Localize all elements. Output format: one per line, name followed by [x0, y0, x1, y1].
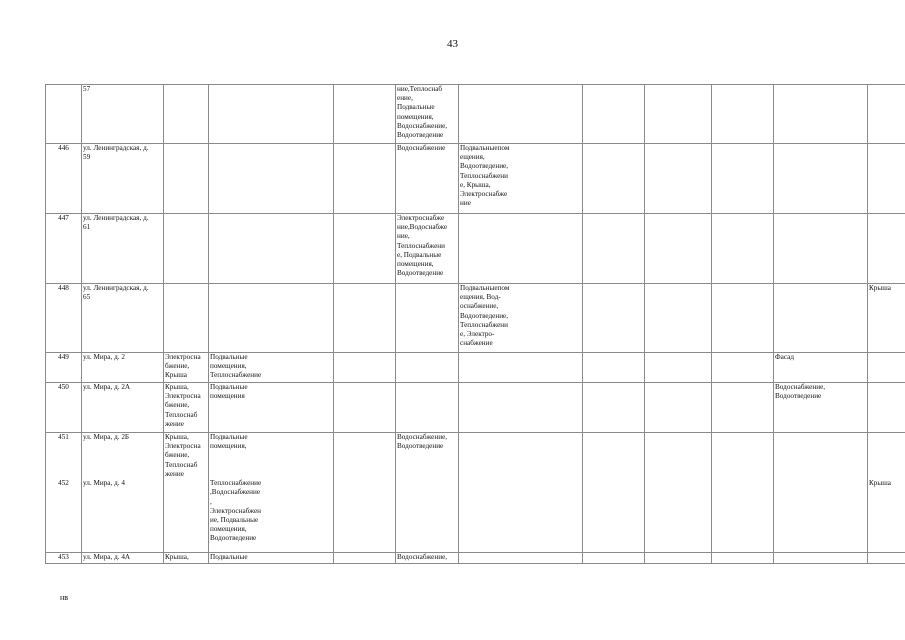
- row-number-cell: 453: [46, 553, 82, 564]
- col3-cell: [164, 284, 209, 353]
- col10-cell: [712, 553, 774, 564]
- table-row: [46, 383, 905, 433]
- col11-cell: [774, 284, 868, 353]
- col3-cell: [164, 144, 209, 214]
- col4-cell: Подвальные помещения, Теплоснабжение ,Водоснабжение , Электроснабжен ие, Подвальные помещения, Водоотведение: [209, 433, 334, 553]
- address-cell: ул. Ленинградская, д. 65: [82, 284, 164, 353]
- table-row: [46, 353, 905, 383]
- col6-cell: [396, 284, 459, 353]
- col9-cell: [645, 553, 712, 564]
- row-number-cell: 446: [46, 144, 82, 214]
- col6-cell: Водоснабжение: [396, 144, 459, 214]
- table-row: [46, 85, 905, 144]
- row-number-cell: 449: [46, 353, 82, 383]
- address-cell: ул. Мира, д. 4А: [82, 553, 164, 564]
- row-number-cell: 447: [46, 214, 82, 284]
- col3-cell: Крыша, Электросна бжение, Теплоснаб жение: [164, 433, 209, 553]
- col7-cell: [459, 353, 583, 383]
- col5-cell: [334, 383, 396, 433]
- table-row: [46, 214, 905, 284]
- col12-cell: [868, 383, 905, 433]
- col8-cell: [583, 553, 645, 564]
- address-cell: ул. Ленинградская, д. 61: [82, 214, 164, 284]
- col10-cell: [712, 85, 774, 144]
- col3-cell: Крыша, Электросна бжение, Теплоснаб жение: [164, 383, 209, 433]
- col11-cell: Фасад: [774, 353, 868, 383]
- col9-cell: [645, 353, 712, 383]
- col9-cell: [645, 284, 712, 353]
- col11-cell: [774, 214, 868, 284]
- address-cell: ул. Мира, д. 2Б ул. Мира, д. 4: [82, 433, 164, 553]
- col9-cell: [645, 433, 712, 553]
- col4-cell: [209, 85, 334, 144]
- col8-cell: [583, 433, 645, 553]
- col8-cell: [583, 383, 645, 433]
- col8-cell: [583, 353, 645, 383]
- col4-cell: [209, 214, 334, 284]
- address-cell: ул. Ленинградская, д. 59: [82, 144, 164, 214]
- col12-cell: Крыша: [868, 284, 905, 353]
- col6-cell: [396, 383, 459, 433]
- col10-cell: [712, 284, 774, 353]
- col4-cell: Подвальные помещения, Теплоснабжение: [209, 353, 334, 383]
- col5-cell: [334, 353, 396, 383]
- col7-cell: Подвальныепом ещения, Вод- оснабжение, Водоотведение, Теплоснабжени е, Электро- снабжение: [459, 284, 583, 353]
- col11-cell: [774, 85, 868, 144]
- col3-cell: [164, 214, 209, 284]
- col3-cell: Крыша,: [164, 553, 209, 564]
- row-number-cell: 451 452: [46, 433, 82, 553]
- col11-cell: [774, 553, 868, 564]
- footer-note: нв: [60, 593, 69, 602]
- col4-cell: [209, 144, 334, 214]
- col9-cell: [645, 383, 712, 433]
- col6-cell: Водоснабжение, Водоотведение: [396, 433, 459, 553]
- col8-cell: [583, 284, 645, 353]
- table-row: [46, 433, 905, 553]
- col5-cell: [334, 144, 396, 214]
- col4-cell: Подвальные помещения: [209, 383, 334, 433]
- col5-cell: [334, 85, 396, 144]
- col10-cell: [712, 383, 774, 433]
- col10-cell: [712, 144, 774, 214]
- table-row: [46, 553, 905, 564]
- address-cell: 57: [82, 85, 164, 144]
- col8-cell: [583, 85, 645, 144]
- col5-cell: [334, 553, 396, 564]
- col5-cell: [334, 433, 396, 553]
- col7-cell: [459, 85, 583, 144]
- col10-cell: [712, 214, 774, 284]
- col5-cell: [334, 214, 396, 284]
- col8-cell: [583, 144, 645, 214]
- col3-cell: [164, 85, 209, 144]
- address-cell: ул. Мира, д. 2А: [82, 383, 164, 433]
- col9-cell: [645, 144, 712, 214]
- col6-cell: [396, 353, 459, 383]
- row-number-cell: 448: [46, 284, 82, 353]
- col7-cell: [459, 553, 583, 564]
- col4-cell: Подвальные: [209, 553, 334, 564]
- col5-cell: [334, 284, 396, 353]
- row-number-cell: [46, 85, 82, 144]
- col6-cell: Водоснабжение,: [396, 553, 459, 564]
- col6-cell: Электроснабже ние,Водоснабже ние, Теплоснабжени е, Подвальные помещения, Водоотведение: [396, 214, 459, 284]
- col7-cell: [459, 383, 583, 433]
- table-row: [46, 284, 905, 353]
- page-number: 43: [447, 38, 458, 50]
- col9-cell: [645, 214, 712, 284]
- row-number-cell: 450: [46, 383, 82, 433]
- col4-cell: [209, 284, 334, 353]
- col12-cell: [868, 553, 905, 564]
- col10-cell: [712, 353, 774, 383]
- col11-cell: [774, 144, 868, 214]
- col12-cell: [868, 144, 905, 214]
- col7-cell: [459, 433, 583, 553]
- col7-cell: [459, 214, 583, 284]
- col12-cell: [868, 214, 905, 284]
- col9-cell: [645, 85, 712, 144]
- col12-cell: Крыша: [868, 433, 905, 553]
- address-cell: ул. Мира, д. 2: [82, 353, 164, 383]
- col12-cell: [868, 85, 905, 144]
- data-table: [45, 84, 905, 564]
- col6-cell: ние,Теплоснаб ение, Подвальные помещения, Водоснабжение, Водоотведение: [396, 85, 459, 144]
- col11-cell: Водоснабжение, Водоотведение: [774, 383, 868, 433]
- col12-cell: [868, 353, 905, 383]
- table-row: [46, 144, 905, 214]
- col7-cell: Подвальныепом ещения, Водоотведение, Теплоснабжени е, Крыша, Электроснабже ние: [459, 144, 583, 214]
- col8-cell: [583, 214, 645, 284]
- col11-cell: [774, 433, 868, 553]
- col3-cell: Электросна бжение, Крыша: [164, 353, 209, 383]
- col10-cell: [712, 433, 774, 553]
